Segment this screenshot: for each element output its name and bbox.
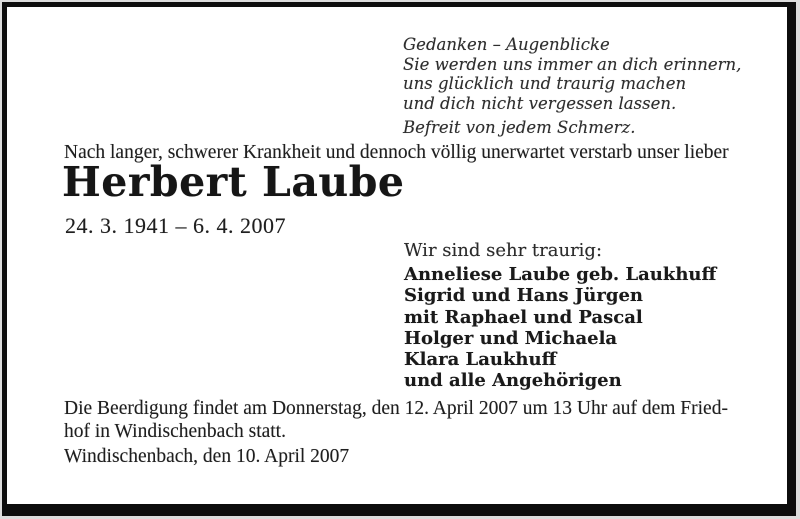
funeral-details bbox=[64, 398, 728, 443]
mourning-lead-line: Wir sind sehr traurig: bbox=[404, 240, 603, 261]
death-announcement-line: Nach langer, schwerer Krankheit und dennoch völlig unerwartet verstarb unser lieber bbox=[64, 142, 729, 163]
mourner-line: Anneliese Laube geb. Laukhuff bbox=[404, 264, 717, 285]
memorial-poem bbox=[403, 35, 741, 137]
funeral-details-line: Die Beerdigung findet am Donnerstag, den 12. April 2007 um 13 Uhr auf dem Fried- bbox=[64, 398, 728, 419]
deceased-name: Herbert Laube bbox=[62, 158, 405, 206]
poem-line: und dich nicht vergessen lassen. bbox=[403, 93, 677, 113]
mourner-line: Holger und Michaela bbox=[404, 327, 618, 349]
funeral-details-line: hof in Windischenbach statt. bbox=[64, 420, 286, 442]
poem-line: uns glücklich und traurig machen bbox=[403, 74, 687, 93]
mourner-line: mit Raphael und Pascal bbox=[404, 306, 643, 328]
mourners-list bbox=[404, 264, 716, 392]
poem-line: Sie werden uns immer an dich erinnern, bbox=[403, 54, 742, 74]
poem-line: Gedanken – Augenblicke bbox=[403, 35, 610, 54]
birth-death-dates: 24. 3. 1941 – 6. 4. 2007 bbox=[65, 213, 286, 238]
poem-closing-line: Befreit von jedem Schmerz. bbox=[403, 117, 636, 137]
mourner-line: Sigrid und Hans Jürgen bbox=[404, 285, 643, 307]
place-date-line: Windischenbach, den 10. April 2007 bbox=[64, 446, 350, 467]
mourner-line: und alle Angehörigen bbox=[404, 370, 622, 392]
mourner-line: Klara Laukhuff bbox=[404, 349, 557, 371]
